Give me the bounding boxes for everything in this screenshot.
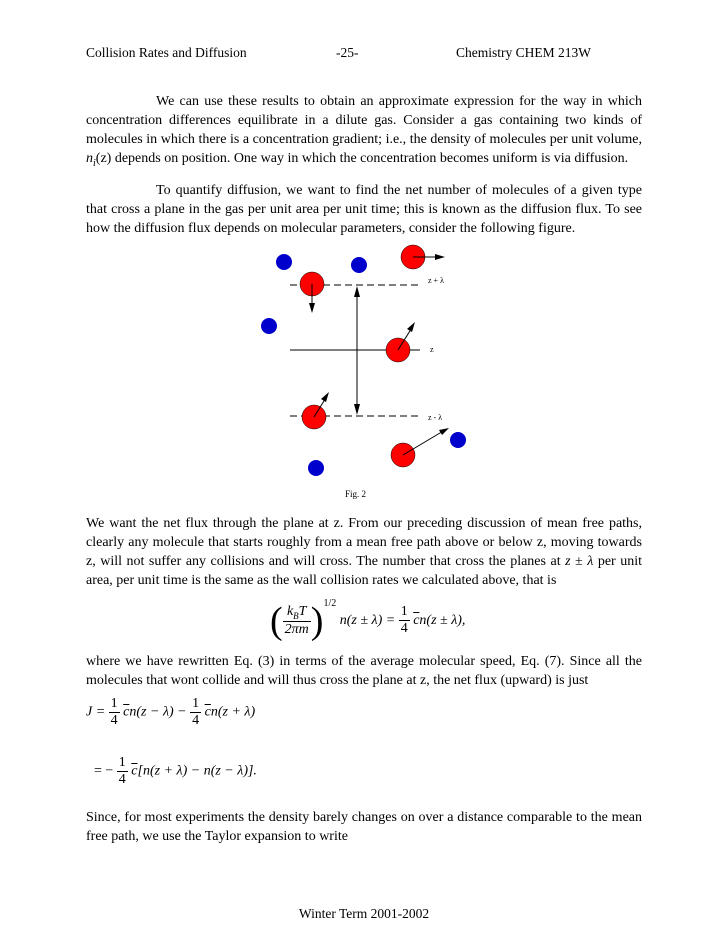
equation-net-flux: J = $\frac{1}{4}$ $\overline{c}n(z - \lambda)$ − $\frac{1}{4}$ $\overline{c}n(z + \lambda)$: [86, 696, 256, 728]
footer: Winter Term 2001-2002: [298, 906, 430, 921]
arrow-head: [435, 254, 445, 260]
figure-caption: Fig. 2: [345, 489, 367, 499]
arrow-head: [321, 392, 329, 402]
paragraph-2: To quantify diffusion, we want to find the net number of molecules of a given type that cross a plane in the gas per unit area per unit time; this is known as the diffusion flux. To see how the diffusion flux depends on molecular parameters, consider the following figure.: [86, 183, 642, 236]
header-page-number: -25-: [336, 45, 359, 60]
paragraph-4: where we have rewritten Eq. (3) in terms of the average molecular speed, Eq. (7). Since all the molecules that wont collide and will thus cross the plane at z, the net flux (upward) is just: [86, 654, 642, 688]
paragraph-5: Since, for most experiments the density barely changes on over a distance comparable to the mean free path, we use the Taylor expansion to write: [86, 810, 642, 844]
paragraph-1: We can use these results to obtain an approximate expression for the way in which concentration differences equilibrate in a dilute gas. Consider a gas containing two kinds of molecules in which there is a concentration gradient; i.e., the density of molecules per unit volume, $n_i(z)$ depends on position. One way in which the concentration becomes uniform is via diffusion.: [86, 94, 642, 169]
equation-wall-collision-rate: ( $\frac{k_BT}{2\pi m}$ )$^{1/2}$ n(z ± λ) = $\frac{1}{4}$ $\overline{c}n(z \pm \lambda)$,: [270, 598, 466, 642]
header-right: Chemistry CHEM 213W: [456, 45, 591, 60]
blue-molecule: [276, 254, 292, 270]
arrow-up-head: [354, 286, 360, 297]
header-left: Collision Rates and Diffusion: [86, 45, 247, 60]
arrow-down-head: [354, 404, 360, 415]
arrow-head: [407, 322, 415, 332]
label-z: z: [430, 345, 434, 354]
blue-molecule: [308, 460, 324, 476]
paragraph-3: We want the net flux through the plane at z. From our preceding discussion of mean free paths, clearly any molecule that starts roughly from a mean free path above or below z, moving towards z, will not suffer any collisions and will cross. The number that cross the planes at z ± λ per unit area, per unit time is the same as the wall collision rates we calculated above, that is: [86, 516, 642, 588]
blue-molecule: [261, 318, 277, 334]
arrow-head: [309, 303, 315, 313]
label-z-minus-lambda: z - λ: [428, 413, 443, 422]
velocity-arrow: [403, 430, 445, 455]
label-z-plus-lambda: z + λ: [428, 276, 444, 285]
blue-molecule: [351, 257, 367, 273]
arrow-head: [439, 428, 449, 435]
blue-molecule: [450, 432, 466, 448]
equation-net-flux-rewritten: = − $\frac{1}{4}$ $\overline{c}[n(z + \lambda) - n(z - \lambda)]$.: [94, 755, 257, 787]
